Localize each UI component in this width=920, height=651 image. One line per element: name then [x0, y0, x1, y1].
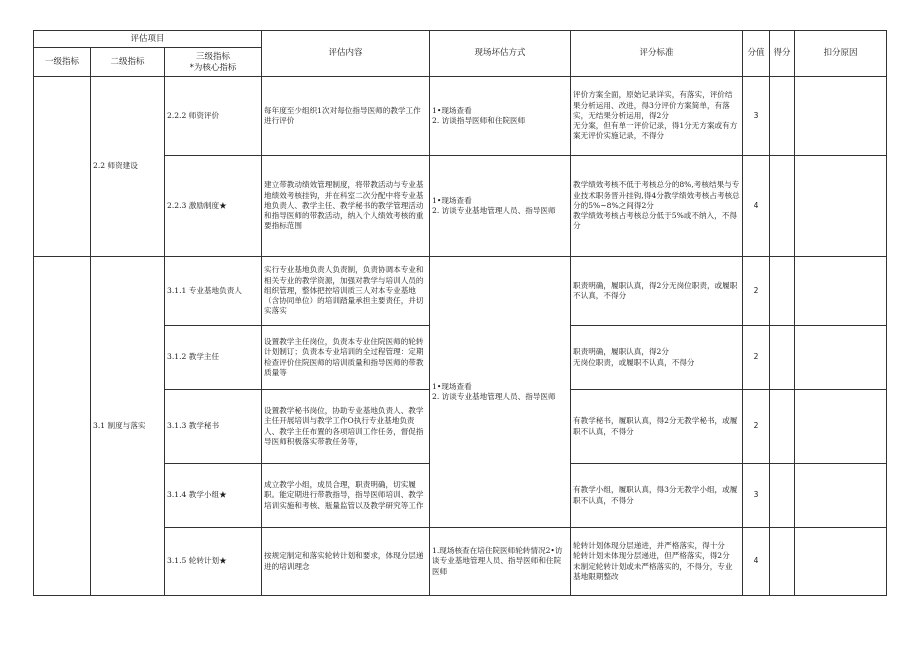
level2-cell: 2.2 师资建设 — [91, 77, 165, 257]
level3-cell: 2.2.2 师资评价 — [165, 77, 262, 156]
got-cell — [770, 390, 795, 464]
level3-header — [165, 48, 262, 77]
criteria-header: 评分标准 — [571, 31, 743, 77]
criteria-cell: 职责明确，履职认真，得2分 无岗位职责，或履职不认真，不得分 — [571, 326, 743, 390]
got-cell — [770, 77, 795, 156]
content-cell: 实行专业基地负责人负责制，负责协调本专业和相关专业的教学资源，加强对教学与培训人员的组织管理，整体把控培训质三人对本专业基地（含协同单位）的培训踏量承担主要责任，并切实落实 — [262, 257, 430, 326]
criteria-cell: 有教学小组，履职认真，得3分无教学小组，或履职不认真，不得分 — [571, 464, 743, 528]
score-cell: 4 — [743, 156, 770, 257]
method-cell: 1.现场核查在培住院医师轮转情况2•访谈专业基地管理人员、指导医师和住院医师 — [430, 528, 571, 596]
level3-cell: 3.1.4 教学小组★ — [165, 464, 262, 528]
level3-title: 三级指标 — [196, 52, 231, 62]
content-cell: 成立教学小组，成员合理，职责明确，切实履职。能定期进行带教指导，指导医师培训、教学培训实施和考核、瓶量监管以及教学研究等工作 — [262, 464, 430, 528]
content-header: 评估内容 — [262, 31, 430, 77]
level3-cell: 3.1.5 轮转计划★ — [165, 528, 262, 596]
deduct-cell — [795, 528, 887, 596]
level1-cell — [34, 257, 91, 596]
score-cell: 4 — [743, 528, 770, 596]
level1-cell — [34, 77, 91, 257]
score-cell: 2 — [743, 390, 770, 464]
eval-item-header: 评估项目 — [34, 31, 262, 48]
score-cell: 3 — [743, 464, 770, 528]
criteria-cell: 职责明确，履职认真，得2分无岗位职责，或履职不认真，不得分 — [571, 257, 743, 326]
level2-cell: 3.1 制度与落实 — [91, 257, 165, 596]
got-cell — [770, 528, 795, 596]
score-cell: 2 — [743, 257, 770, 326]
score-cell: 3 — [743, 77, 770, 156]
level3-cell: 3.1.1 专业基地负责人 — [165, 257, 262, 326]
deduct-cell — [795, 257, 887, 326]
content-cell: 设置教学秘书岗位，协助专业基地负责人、教学主任开展培训与教学工作O执行专业基地负责人、教学主任布置的各项培训工作任务，督促指导医师积极落实带教任务等， — [262, 390, 430, 464]
method-cell: 1•现场查看 2. 访谈专业基地管理人员、指导医师 — [430, 156, 571, 257]
got-header: 得分 — [770, 31, 795, 77]
content-cell: 按规定制定和落实轮转计划和要求，体现分层递进的培训理念 — [262, 528, 430, 596]
evaluation-table — [33, 30, 887, 596]
criteria-cell: 有教学秘书，履职认真，得2分无教学秘书，或履职不认真，不得分 — [571, 390, 743, 464]
level1-header: 一级指标 — [34, 48, 91, 77]
method-header: 现场坏估方式 — [430, 31, 571, 77]
level3-cell: 3.1.2 教学主任 — [165, 326, 262, 390]
deduct-cell — [795, 326, 887, 390]
method-cell: 1•现场查看 2. 访谈专业基地管理人员、指导医师 — [430, 257, 571, 528]
score-cell: 2 — [743, 326, 770, 390]
deduct-header: 扣分原因 — [795, 31, 887, 77]
deduct-cell — [795, 390, 887, 464]
criteria-cell: 评价方案全面，原始记录详实，有落实，评价结果分析运用、改进，得3分评价方案简单，有落实，无结果分析运用，得2分 无分案，但有单一评价记录，得1分无方案或有方案无评价实施记录，不得分 — [571, 77, 743, 156]
table-row — [34, 77, 887, 156]
got-cell — [770, 326, 795, 390]
level3-cell: 2.2.3 激励制度★ — [165, 156, 262, 257]
criteria-cell: 教学绩效考核不低于考核总分的8%,考核结果与专业技术职务晋升挂钩,得4分教学绩效考核占考核总分的5%~8%之间得2分 教学绩效考核占考核总分低于5%或不纳入，不得分 — [571, 156, 743, 257]
score-header: 分值 — [743, 31, 770, 77]
level3-note: *为核心指标 — [189, 63, 237, 72]
deduct-cell — [795, 464, 887, 528]
table-row — [34, 257, 887, 326]
criteria-cell: 轮转计划体现分层递进，并严格落实，得十分 轮转计划未体现分层递进，但严格落实，得2分 未制定轮转计划或未严格落实的，不得分，专业基地限期整改 — [571, 528, 743, 596]
level3-cell: 3.1.3 教学秘书 — [165, 390, 262, 464]
deduct-cell — [795, 77, 887, 156]
deduct-cell — [795, 156, 887, 257]
got-cell — [770, 464, 795, 528]
content-cell: 建立带教动绩效管理制度，将带教活动与专业基地绩效考核挂钩，并在科室二次分配中将专业基地负责人、教学主任、教学秘书的教学管理活动和指导医师的带教活动，纳入个人绩效考核的重要指标范围 — [262, 156, 430, 257]
header-row-1 — [34, 31, 887, 48]
level2-header: 二级指标 — [91, 48, 165, 77]
got-cell — [770, 156, 795, 257]
method-cell: 1•现场查看 2. 访谈指导医师和住院医师 — [430, 77, 571, 156]
content-cell: 设置教学主任岗位，负责本专业住院医师的轮转计划制订；负责本专业培训的全过程管理：定期检查评价住院医师的培训质量和指导医师的带教质量等 — [262, 326, 430, 390]
got-cell — [770, 257, 795, 326]
content-cell: 每年度至少组织1次对每位指导医师的教学工作进行评价 — [262, 77, 430, 156]
